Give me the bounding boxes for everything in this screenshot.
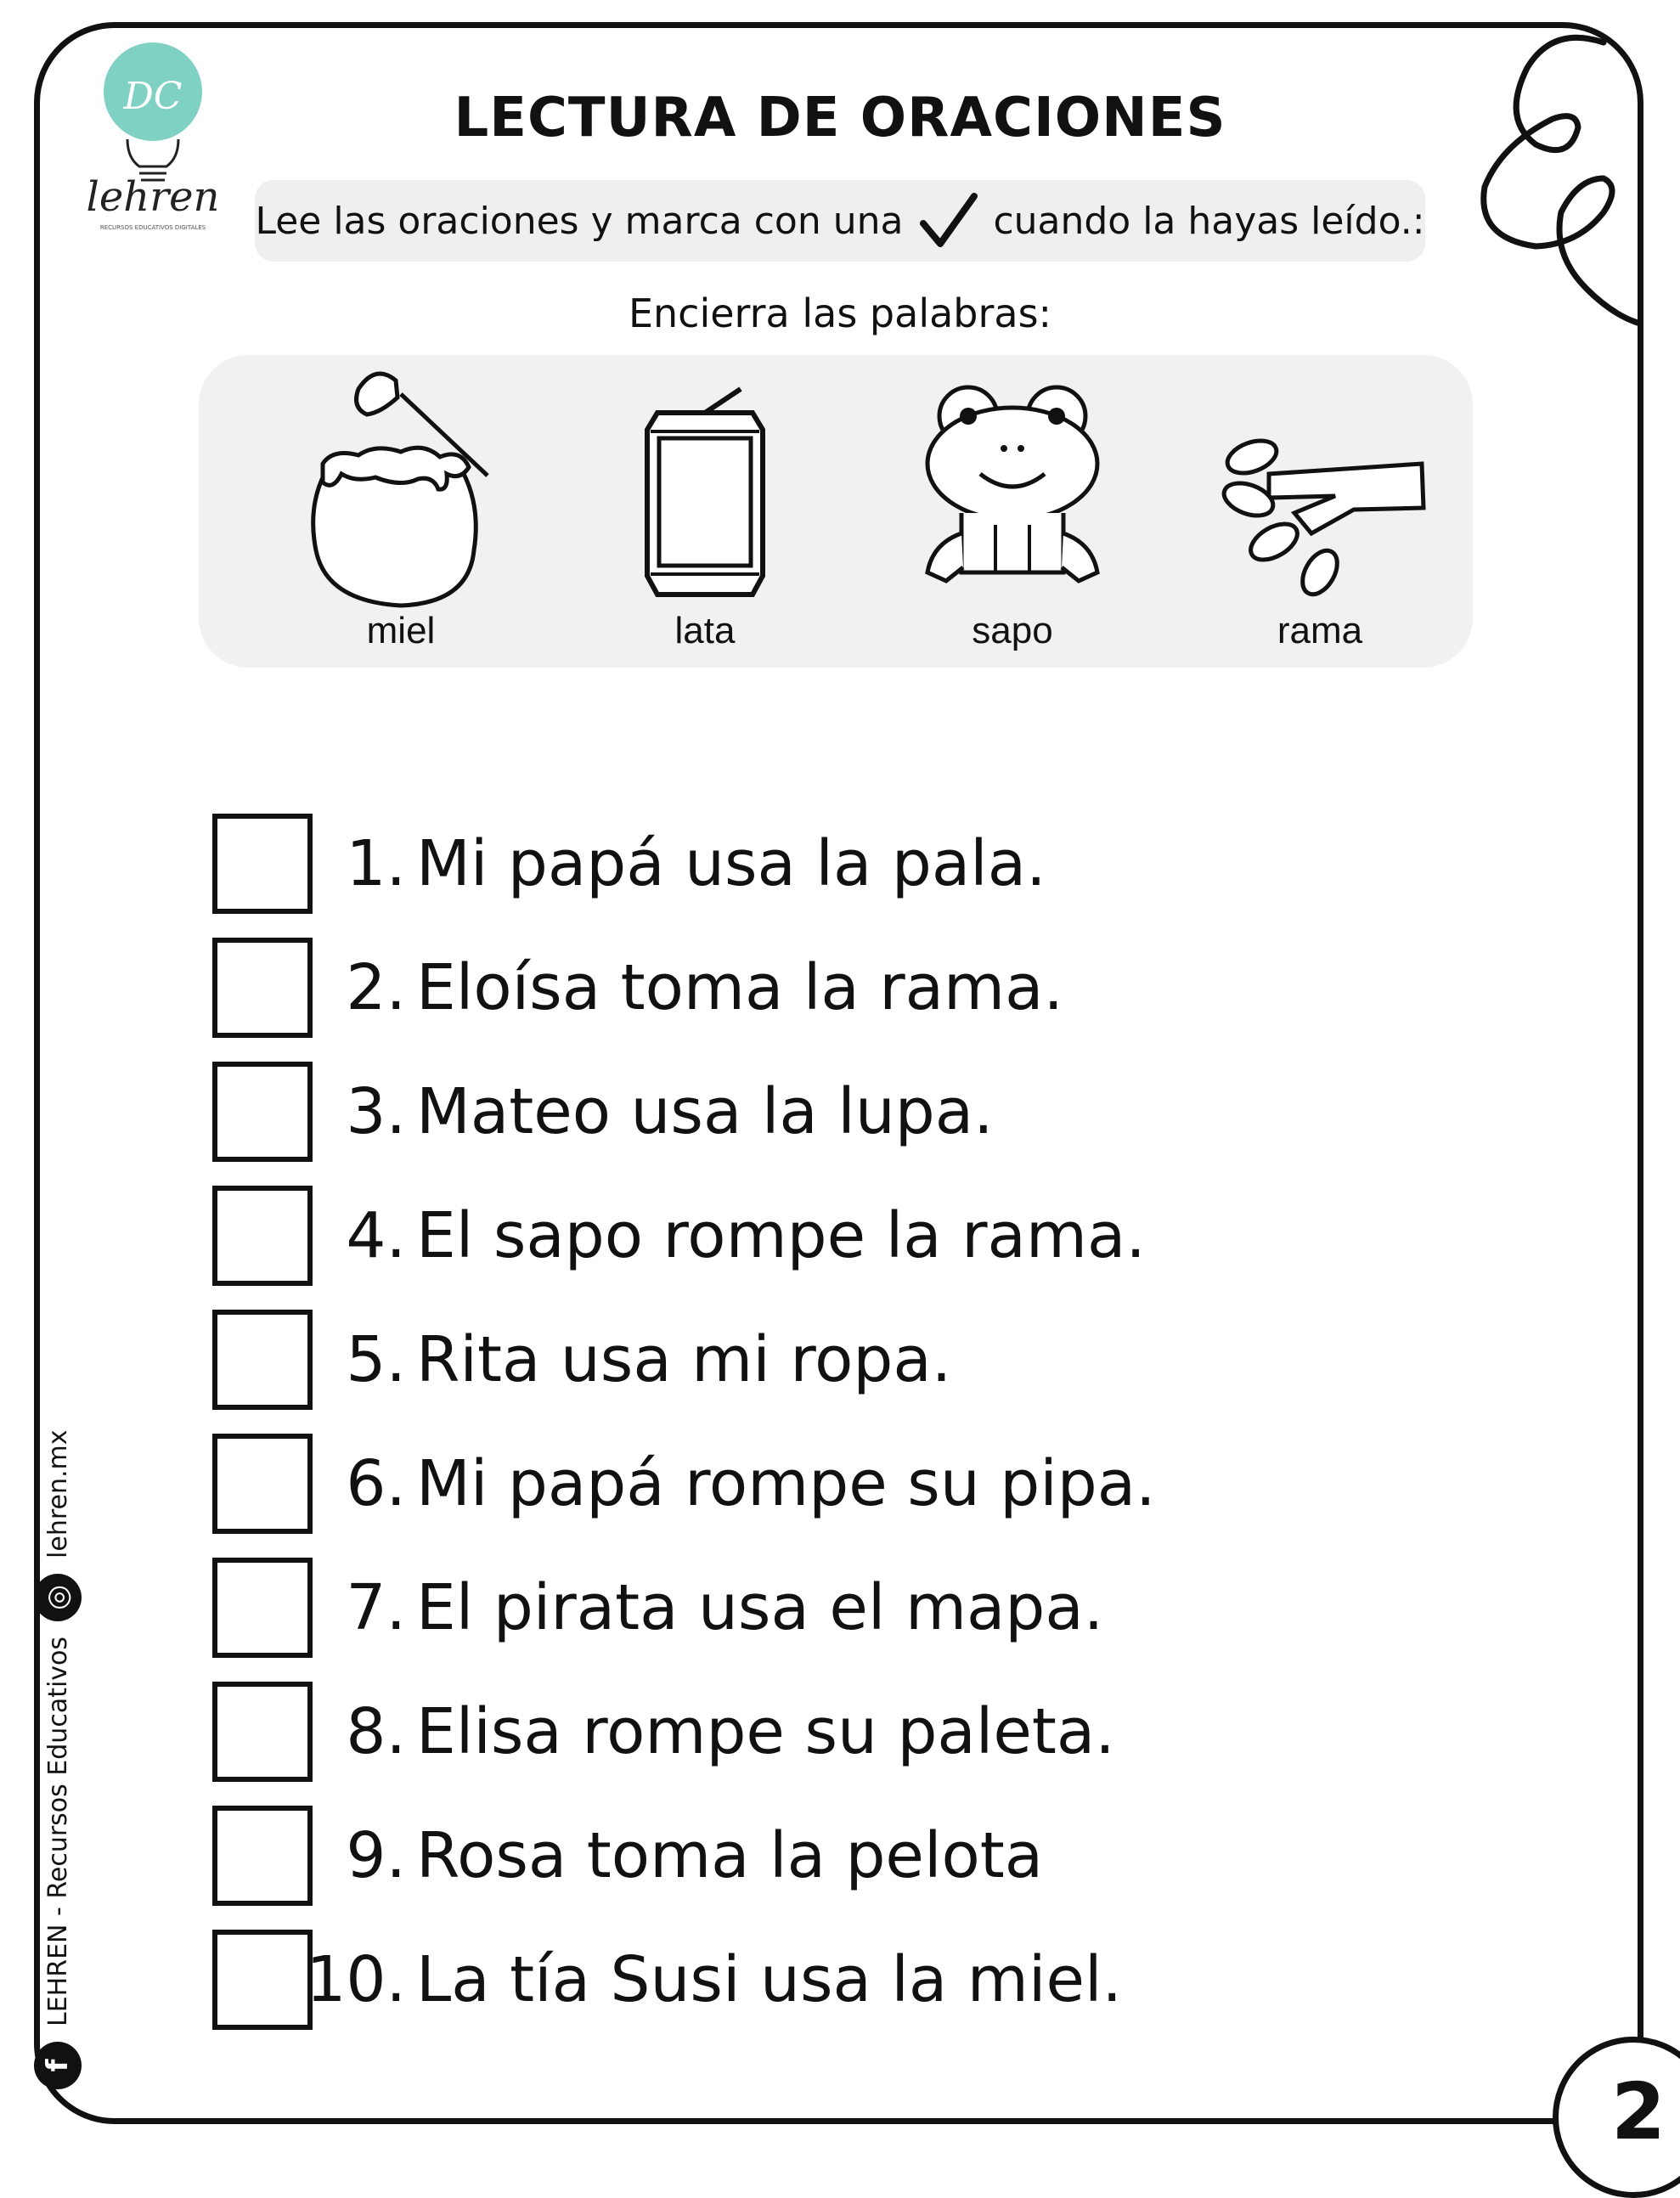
sentence-number: 7. [346,1571,406,1644]
checkbox[interactable] [212,1434,313,1534]
checkbox[interactable] [212,1558,313,1658]
picture-panel [199,355,1473,668]
subtitle: Encierra las palabras: [628,290,1052,336]
frog-icon [885,364,1140,618]
checkbox[interactable] [212,1310,313,1410]
instagram-icon: ◎ [34,1574,82,1621]
instruction-text-after: cuando la hayas leído.: [993,199,1425,243]
sentence-number: 10. [306,1943,406,2016]
sentence-number: 6. [346,1447,406,1520]
branch-icon [1192,364,1447,618]
facebook-icon: f [34,2042,82,2089]
checkbox[interactable] [212,1930,313,2030]
sentence-text: Rosa toma la pelota [416,1819,1044,1892]
sentence-number: 1. [346,827,406,900]
instruction-text-before: Lee las oraciones y marca con una [255,199,904,243]
page-number: 2 [1611,2066,1666,2157]
checkbox[interactable] [212,1806,313,1906]
picture-lata [578,355,832,668]
sentence-row [0,1062,1680,1186]
page-title: LECTURA DE ORACIONES [454,87,1226,149]
letter-ee-decoration [1434,17,1638,340]
sentence-text: Elisa rompe su paleta. [416,1695,1115,1768]
sentence-text: Mateo usa la lupa. [416,1075,994,1148]
instruction-banner [255,180,1425,262]
sentence-row [0,1806,1680,1930]
svg-text:RECURSOS EDUCATIVOS DIGITALES: RECURSOS EDUCATIVOS DIGITALES [99,224,206,231]
checkbox[interactable] [212,1062,313,1162]
svg-text:DC: DC [123,75,183,118]
sentence-number: 5. [346,1323,406,1396]
side-credit [34,1429,82,2089]
sentence-number: 4. [346,1199,406,1272]
sentence-number: 3. [346,1075,406,1148]
picture-label: rama [1277,610,1363,651]
sentence-number: 8. [346,1695,406,1768]
sentence-row [0,1434,1680,1558]
instagram-credit: lehren.mx [42,1429,73,1558]
sentence-row [0,1930,1680,2054]
sentence-row [0,1186,1680,1310]
sentence-text: Mi papá rompe su pipa. [416,1447,1156,1520]
sentence-text: El pirata usa el mapa. [416,1571,1104,1644]
picture-miel [273,355,528,668]
sentence-text: El sapo rompe la rama. [416,1199,1146,1272]
sentence-number: 2. [346,951,406,1024]
picture-label: miel [366,610,436,651]
svg-text:lehren: lehren [86,173,220,221]
checkbox[interactable] [212,1682,313,1782]
sentence-text: Eloísa toma la rama. [416,951,1063,1024]
sentence-row [0,1310,1680,1434]
picture-rama [1192,355,1447,668]
picture-label: sapo [972,610,1053,651]
honey-pot-icon [273,364,528,618]
sentence-number: 9. [346,1819,406,1892]
sentence-text: La tía Susi usa la miel. [416,1943,1123,2016]
facebook-credit: LEHREN - Recursos Educativos [42,1636,73,2026]
sentence-text: Rita usa mi ropa. [416,1323,952,1396]
picture-label: lata [674,610,736,651]
checkbox[interactable] [212,1186,313,1286]
sentence-row [0,938,1680,1062]
checkbox[interactable] [212,814,313,914]
sentence-text: Mi papá usa la pala. [416,827,1046,900]
sentence-row [0,1558,1680,1682]
check-icon [916,189,979,252]
sentence-row [0,814,1680,938]
sentence-row [0,1682,1680,1806]
can-icon [578,364,832,618]
checkbox[interactable] [212,938,313,1038]
picture-sapo [885,355,1140,668]
